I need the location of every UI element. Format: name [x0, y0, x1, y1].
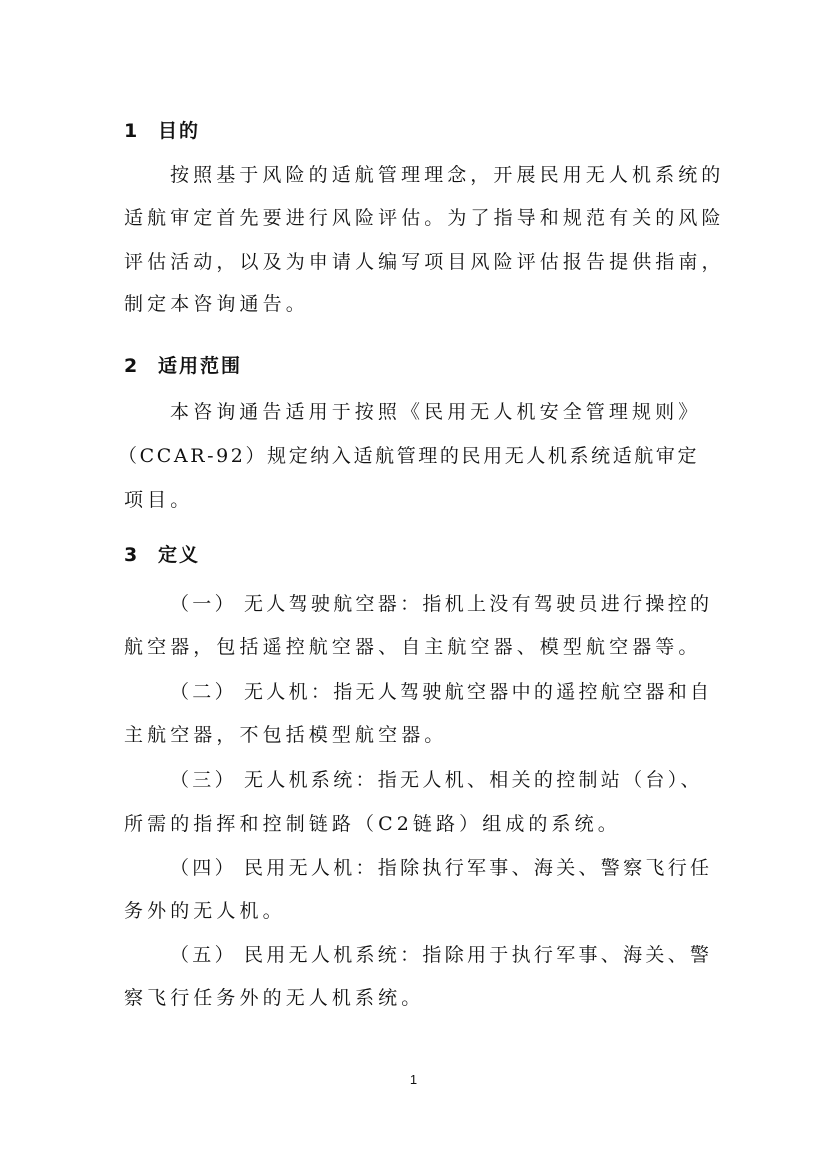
section-1-heading — [124, 119, 200, 143]
paragraph-line: 主航空器，不包括模型航空器。 — [124, 724, 448, 746]
definition-tag: （四） — [170, 857, 237, 879]
section-title: 定义 — [158, 544, 201, 566]
definition-item — [170, 768, 703, 792]
paragraph-line: 航空器，包括遥控航空器、自主航空器、模型航空器等。 — [124, 636, 702, 658]
paragraph-line: 所需的指挥和控制链路（C2链路）组成的系统。 — [124, 813, 621, 835]
section-title: 适用范围 — [158, 355, 243, 377]
paragraph-line: 务外的无人机。 — [124, 900, 286, 922]
page-number: 1 — [409, 1072, 418, 1087]
definition-item — [170, 943, 712, 967]
section-2-heading — [124, 354, 242, 378]
definition-item — [170, 856, 712, 880]
definition-text: 无人机：指无人驾驶航空器中的遥控航空器和自 — [244, 681, 713, 703]
paragraph-line: 本咨询通告适用于按照《民用无人机安全管理规则》 — [170, 401, 702, 423]
definition-item — [170, 592, 712, 616]
definition-text: 民用无人机系统：指除用于执行军事、海关、警 — [244, 944, 713, 966]
paragraph-line: 适航审定首先要进行风险评估。为了指导和规范有关的风险 — [124, 207, 725, 229]
section-number: 3 — [124, 544, 140, 566]
definition-tag: （五） — [170, 944, 237, 966]
section-number: 1 — [124, 120, 140, 142]
paragraph-line: 按照基于风险的适航管理理念，开展民用无人机系统的 — [170, 164, 725, 186]
definition-tag: （一） — [170, 593, 237, 615]
section-number: 2 — [124, 355, 140, 377]
definition-tag: （二） — [170, 681, 237, 703]
paragraph-line: 制定本咨询通告。 — [124, 293, 309, 315]
paragraph-line: 察飞行任务外的无人机系统。 — [124, 987, 425, 1009]
definition-item — [170, 680, 712, 704]
definition-text: 无人驾驶航空器：指机上没有驾驶员进行操控的 — [244, 593, 713, 615]
definition-tag: （三） — [170, 769, 237, 791]
definition-text: 民用无人机：指除执行军事、海关、警察飞行任 — [244, 857, 713, 879]
paragraph-line: （CCAR-92）规定纳入适航管理的民用无人机系统适航审定 — [118, 445, 700, 467]
paragraph-line: 项目。 — [124, 489, 194, 511]
section-title: 目的 — [158, 120, 201, 142]
section-3-heading — [124, 543, 200, 567]
paragraph-line: 评估活动，以及为申请人编写项目风险评估报告提供指南， — [124, 251, 725, 273]
definition-text: 无人机系统：指无人机、相关的控制站（台）、 — [244, 769, 703, 791]
